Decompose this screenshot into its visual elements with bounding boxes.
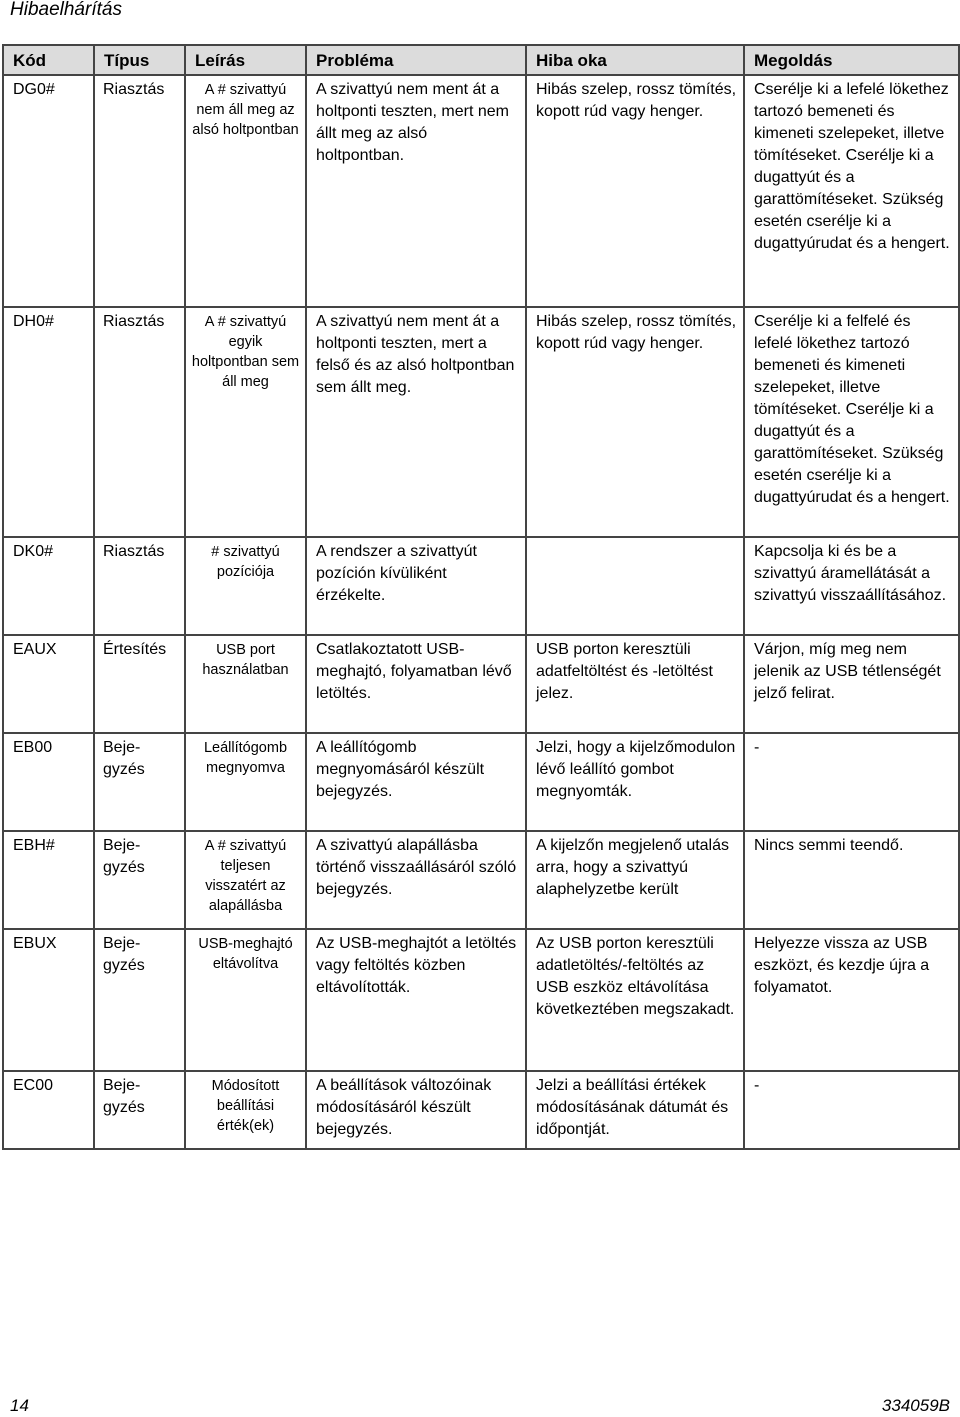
cell-solution: Cserélje ki a lefelé lökethez tartozó bemeneti és kimeneti szelepeket, illetve tömítéseket. Cserélje ki a dugattyút és a garattömítéseket. Szükség esetén cserélje ki a dugattyúrudat és a hengert. — [744, 75, 959, 307]
cell-type: Beje-gyzés — [94, 733, 185, 831]
cell-cause: Az USB porton keresztüli adatletöltés/-feltöltés az USB eszköz eltávolítása következtében megszakadt. — [526, 929, 744, 1071]
cell-solution: Várjon, míg meg nem jelenik az USB tétlenségét jelző felirat. — [744, 635, 959, 733]
cell-description: A # szivattyú egyik holtpontban sem áll meg — [185, 307, 306, 537]
table-row — [3, 635, 959, 733]
cell-cause: USB porton keresztüli adatfeltöltést és -letöltést jelez. — [526, 635, 744, 733]
table-row — [3, 537, 959, 635]
cell-description: Leállítógomb megnyomva — [185, 733, 306, 831]
cell-problem: A szivattyú nem ment át a holtponti teszten, mert a felső és az alsó holtpontban sem állt meg. — [306, 307, 526, 537]
cell-code: EB00 — [3, 733, 94, 831]
cell-solution: - — [744, 1071, 959, 1149]
cell-problem: A beállítások változóinak módosításáról készült bejegyzés. — [306, 1071, 526, 1149]
cell-solution: - — [744, 733, 959, 831]
cell-code: DH0# — [3, 307, 94, 537]
cell-problem: Csatlakoztatott USB-meghajtó, folyamatban lévő letöltés. — [306, 635, 526, 733]
cell-solution: Kapcsolja ki és be a szivattyú áramellátását a szivattyú visszaállításához. — [744, 537, 959, 635]
cell-solution: Helyezze vissza az USB eszközt, és kezdje újra a folyamatot. — [744, 929, 959, 1071]
header-code: Kód — [3, 45, 94, 75]
cell-cause: Hibás szelep, rossz tömítés, kopott rúd vagy henger. — [526, 307, 744, 537]
cell-solution: Nincs semmi teendő. — [744, 831, 959, 929]
table-row — [3, 831, 959, 929]
cell-code: EBUX — [3, 929, 94, 1071]
section-title: Hibaelhárítás — [10, 0, 122, 20]
table-row — [3, 733, 959, 831]
header-type: Típus — [94, 45, 185, 75]
cell-type: Riasztás — [94, 75, 185, 307]
cell-code: DG0# — [3, 75, 94, 307]
cell-type: Beje-gyzés — [94, 929, 185, 1071]
cell-description: USB port használatban — [185, 635, 306, 733]
fault-code-table — [2, 44, 960, 1150]
cell-code: EC00 — [3, 1071, 94, 1149]
cell-type: Beje-gyzés — [94, 1071, 185, 1149]
table-header-row — [3, 45, 959, 75]
page-number: 14 — [10, 1396, 29, 1415]
document-number: 334059B — [881, 1396, 950, 1415]
cell-code: DK0# — [3, 537, 94, 635]
cell-code: EAUX — [3, 635, 94, 733]
cell-cause: Jelzi a beállítási értékek módosításának dátumát és időpontját. — [526, 1071, 744, 1149]
cell-description: USB-meghajtó eltávolítva — [185, 929, 306, 1071]
cell-problem: A leállítógomb megnyomásáról készült bejegyzés. — [306, 733, 526, 831]
cell-cause: A kijelzőn megjelenő utalás arra, hogy a szivattyú alaphelyzetbe került — [526, 831, 744, 929]
cell-description: Módosított beállítási érték(ek) — [185, 1071, 306, 1149]
cell-problem: A rendszer a szivattyút pozíción kívüliként érzékelte. — [306, 537, 526, 635]
header-solution: Megoldás — [744, 45, 959, 75]
cell-problem: Az USB-meghajtót a letöltés vagy feltöltés közben eltávolították. — [306, 929, 526, 1071]
cell-problem: A szivattyú nem ment át a holtponti teszten, mert nem állt meg az alsó holtpontban. — [306, 75, 526, 307]
cell-cause: Jelzi, hogy a kijelzőmodulon lévő leállító gombot megnyomták. — [526, 733, 744, 831]
cell-description: # szivattyú pozíciója — [185, 537, 306, 635]
cell-type: Értesítés — [94, 635, 185, 733]
cell-cause — [526, 537, 744, 635]
cell-problem: A szivattyú alapállásba történő visszaállásáról szóló bejegyzés. — [306, 831, 526, 929]
header-description: Leírás — [185, 45, 306, 75]
cell-type: Riasztás — [94, 307, 185, 537]
cell-description: A # szivattyú teljesen visszatért az alapállásba — [185, 831, 306, 929]
cell-solution: Cserélje ki a felfelé és lefelé lökethez tartozó bemeneti és kimeneti szelepeket, illetve tömítéseket. Cserélje ki a dugattyút és a garattömítéseket. Szükség esetén cserélje ki a dugattyúrudat és a hengert. — [744, 307, 959, 537]
cell-description: A # szivattyú nem áll meg az alsó holtpontban — [185, 75, 306, 307]
cell-type: Beje-gyzés — [94, 831, 185, 929]
table-row — [3, 1071, 959, 1149]
header-problem: Probléma — [306, 45, 526, 75]
cell-code: EBH# — [3, 831, 94, 929]
table-row — [3, 929, 959, 1071]
table-row — [3, 307, 959, 537]
header-cause: Hiba oka — [526, 45, 744, 75]
cell-cause: Hibás szelep, rossz tömítés, kopott rúd vagy henger. — [526, 75, 744, 307]
table-row — [3, 75, 959, 307]
cell-type: Riasztás — [94, 537, 185, 635]
